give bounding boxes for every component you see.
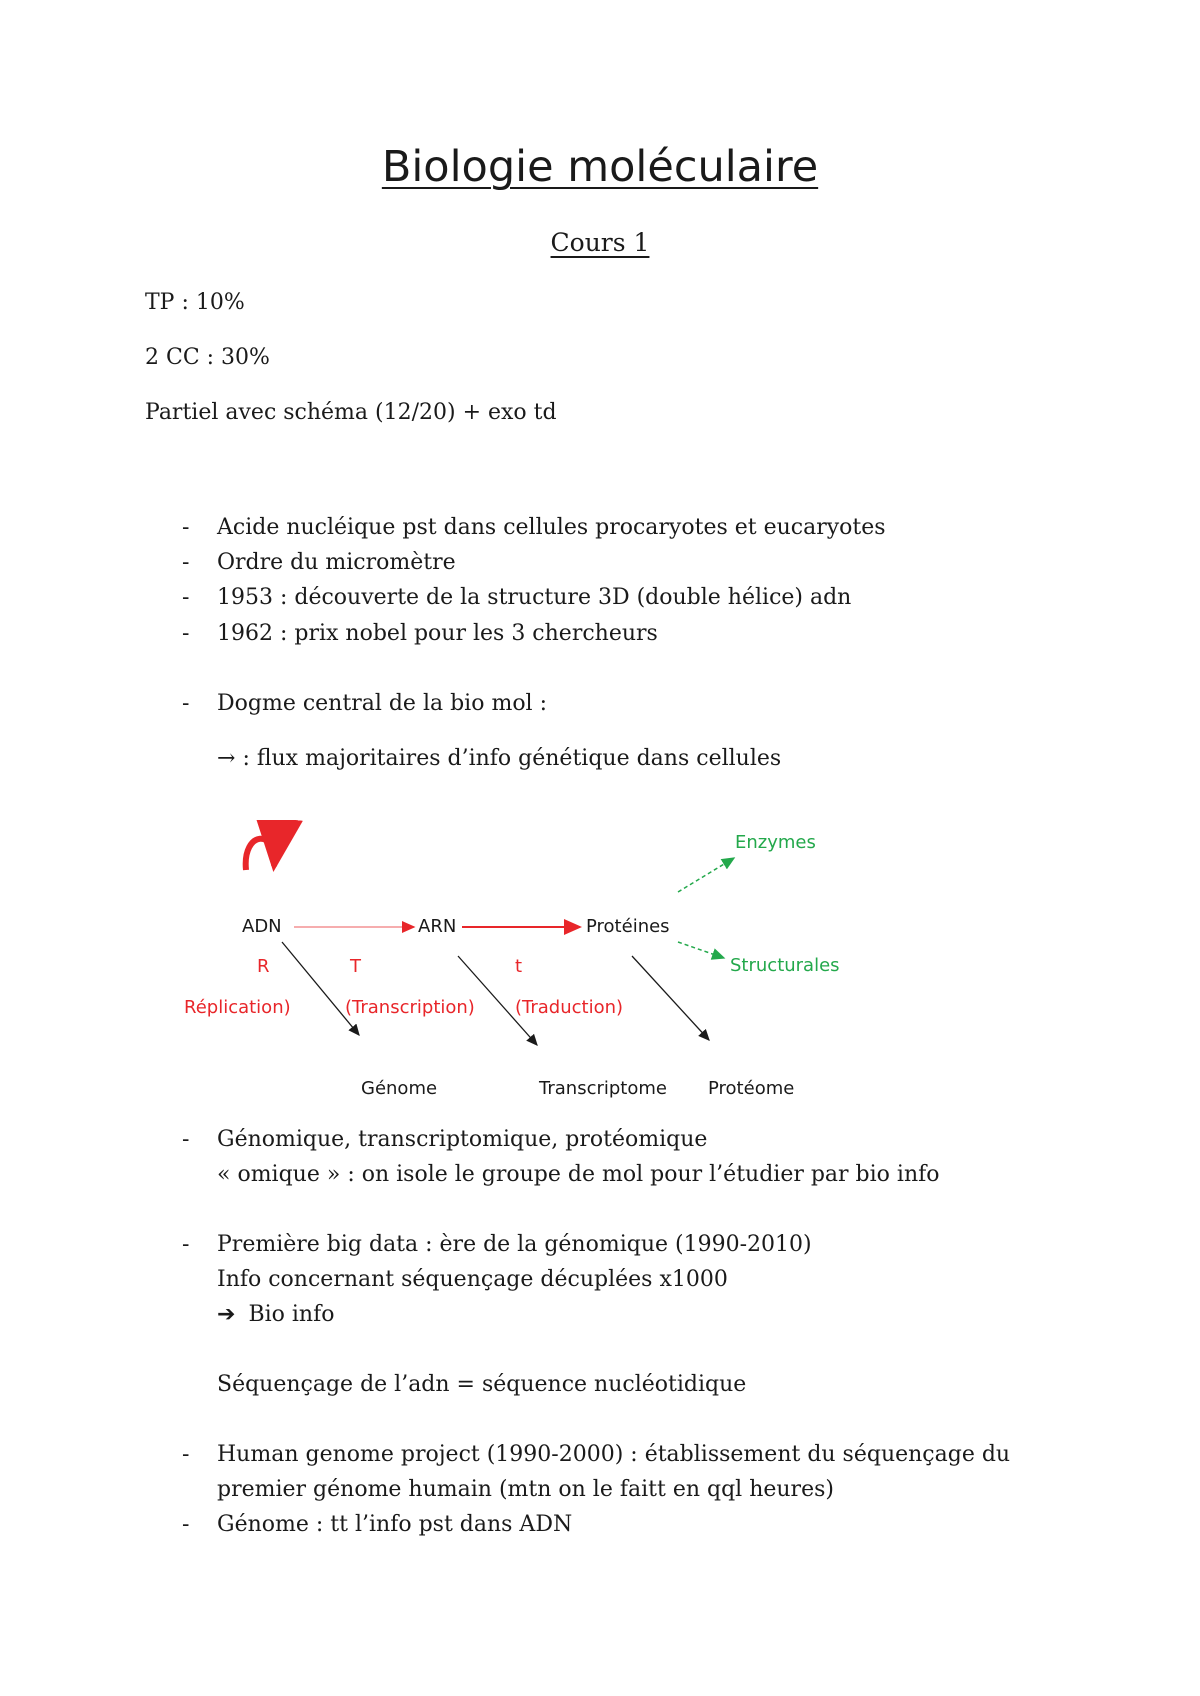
bullet-big-data: Première big data : ère de la génomique (1990-2010) [217, 1232, 812, 1257]
sequencage-definition: Séquençage de l’adn = séquence nucléotidique [217, 1372, 747, 1397]
adn-genome-arrow [282, 942, 359, 1035]
human-genome-project-cont: premier génome humain (mtn on le faitt en qql heures) [217, 1477, 834, 1502]
replication-arc-icon [246, 839, 275, 870]
proteines-label: Protéines [586, 916, 670, 937]
bullet-dash: - [182, 1232, 190, 1257]
bullet-dash: - [182, 550, 190, 575]
bullet-acide-nucleique: Acide nucléique pst dans cellules procaryotes et eucaryotes [217, 515, 886, 540]
proteome-label: Protéome [708, 1078, 795, 1099]
bullet-omique: Génomique, transcriptomique, protéomique [217, 1127, 708, 1152]
genome-label: Génome [361, 1078, 438, 1099]
adn-label: ADN [242, 916, 282, 937]
transcription-label: (Transcription) [345, 997, 475, 1018]
t-lower-label: t [515, 956, 523, 977]
proteines-structurales-arrow [678, 942, 724, 958]
partiel-note: Partiel avec schéma (12/20) + exo td [145, 400, 557, 425]
proteines-proteome-arrow [632, 956, 709, 1040]
bullet-genome-definition: Génome : tt l’info pst dans ADN [217, 1512, 573, 1537]
bio-info-text: Bio info [248, 1302, 335, 1327]
right-arrow-icon: → [217, 746, 236, 771]
bullet-1953: 1953 : découverte de la structure 3D (double hélice) adn [217, 585, 852, 610]
flux-line [217, 746, 781, 771]
bullet-dash: - [182, 1512, 190, 1537]
bullet-dash: - [182, 621, 190, 646]
bullet-dash: - [182, 585, 190, 610]
traduction-label: (Traduction) [515, 997, 624, 1018]
cc-weight: 2 CC : 30% [145, 345, 270, 370]
replication-label: Réplication) [184, 997, 291, 1018]
bullet-dash: - [182, 1127, 190, 1152]
bullet-dash: - [182, 515, 190, 540]
bullet-dash: - [182, 1442, 190, 1467]
central-dogma-diagram [184, 820, 880, 1105]
flux-text: : flux majoritaires d’info génétique dans cellules [242, 746, 782, 771]
course-subtitle: Cours 1 [550, 228, 650, 257]
enzymes-label: Enzymes [735, 832, 816, 853]
bullet-human-genome-project: Human genome project (1990-2000) : établissement du séquençage du [217, 1442, 1011, 1467]
structurales-label: Structurales [730, 955, 840, 976]
page-title: Biologie moléculaire [381, 142, 819, 192]
bullet-1962: 1962 : prix nobel pour les 3 chercheurs [217, 621, 658, 646]
transcriptome-label: Transcriptome [539, 1078, 667, 1099]
bold-arrow-icon: ➔ [217, 1302, 236, 1327]
arn-label: ARN [418, 916, 457, 937]
r-label: R [257, 956, 270, 977]
bio-info-line [217, 1302, 334, 1327]
omique-definition: « omique » : on isole le groupe de mol pour l’étudier par bio info [217, 1162, 940, 1187]
t-upper-label: T [350, 956, 361, 977]
tp-weight: TP : 10% [145, 290, 245, 315]
bullet-dogme: Dogme central de la bio mol : [217, 691, 547, 716]
proteines-enzymes-arrow [678, 858, 734, 892]
bullet-ordre: Ordre du micromètre [217, 550, 456, 575]
sequencage-info: Info concernant séquençage décuplées x1000 [217, 1267, 728, 1292]
bullet-dash: - [182, 691, 190, 716]
